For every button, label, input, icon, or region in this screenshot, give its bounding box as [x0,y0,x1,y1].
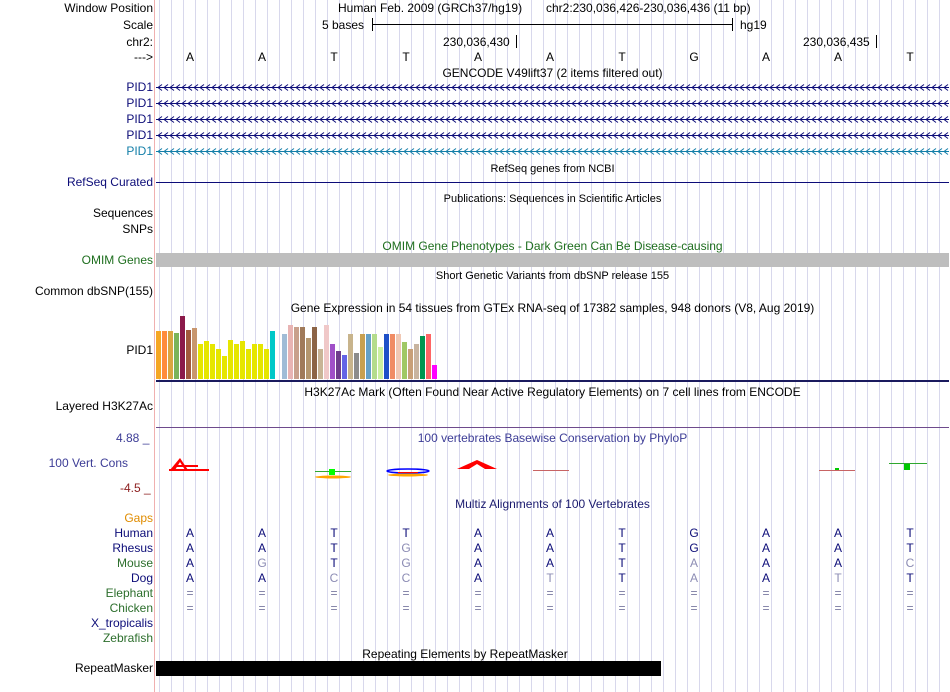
window-position-label: Window Position [64,1,153,15]
alignment-base: T [330,526,338,540]
species-label[interactable]: X_tropicalis [90,616,153,630]
phylop-small-mark-3 [889,463,927,470]
alignment-base: = [690,586,698,600]
scale-bar [372,24,733,25]
gtex-tissue-bar[interactable] [288,325,293,379]
gtex-tissue-bar[interactable] [228,340,233,379]
omim-gene-block[interactable] [156,253,949,267]
gencode-transcript[interactable] [156,83,949,92]
alignment-base: A [257,571,266,585]
alignment-base: G [689,526,699,540]
alignment-base: = [186,601,194,615]
gtex-tissue-bar[interactable] [342,355,347,379]
alignment-base: = [186,586,194,600]
phylop-logo-track[interactable] [155,452,950,484]
reference-base: A [545,50,554,64]
alignment-base: T [618,526,626,540]
gtex-tissue-bar[interactable] [402,342,407,379]
reference-base: A [761,50,770,64]
reference-base: T [330,50,338,64]
gtex-tissue-bar[interactable] [192,328,197,379]
gtex-tissue-bar[interactable] [426,334,431,379]
gtex-tissue-bar[interactable] [390,334,395,379]
alignment-base: T [618,556,626,570]
alignment-base: C [905,556,915,570]
alignment-base: A [689,571,698,585]
alignment-base: A [833,541,842,555]
alignment-base: A [545,556,554,570]
alignment-base: = [906,601,914,615]
alignment-base: = [330,601,338,615]
gtex-tissue-bar[interactable] [360,334,365,379]
gtex-tissue-bar[interactable] [198,344,203,379]
label-divider [154,0,155,692]
scale-text: 5 bases [322,18,365,32]
phylop-small-mark-1 [533,470,569,471]
gtex-tissue-bar[interactable] [414,344,419,379]
alignment-base: G [401,556,411,570]
alignment-base: = [906,586,914,600]
gencode-item-label[interactable]: PID1 [126,128,153,142]
publications-snps-label[interactable]: SNPs [122,222,153,236]
alignment-base: = [546,586,554,600]
alignment-base: C [401,571,411,585]
alignment-base: A [689,556,698,570]
coord-label-2: 230,036,435 [803,35,870,49]
alignment-base: T [330,541,338,555]
phylop-track-label[interactable]: 100 Vert. Cons [48,456,128,470]
phylop-ymax-label: 4.88 _ [116,431,150,445]
alignment-base: T [834,571,842,585]
omim-track-label[interactable]: OMIM Genes [81,253,153,267]
repeatmasker-track-label[interactable]: RepeatMasker [74,661,153,675]
alignment-base: G [401,541,411,555]
alignment-base: T [906,526,914,540]
gtex-tissue-bar[interactable] [222,356,227,379]
gtex-tissue-bar[interactable] [318,349,323,379]
alignment-base: A [257,526,266,540]
multiz-track-title[interactable]: Multiz Alignments of 100 Vertebrates [455,497,650,511]
alignment-base: A [185,541,194,555]
assembly-label: Human Feb. 2009 (GRCh37/hg19) [338,1,523,15]
gtex-tissue-bar[interactable] [282,334,287,379]
alignment-base: A [545,541,554,555]
alignment-base: T [618,571,626,585]
gtex-tissue-bar[interactable] [330,344,335,379]
alignment-base: = [618,586,626,600]
gtex-tissue-bar[interactable] [348,334,353,379]
gencode-item-label[interactable]: PID1 [126,112,153,126]
publications-track-title[interactable]: Publications: Sequences in Scientific Articles [443,193,662,205]
alignment-base: A [833,556,842,570]
gencode-track-title[interactable]: GENCODE V49lift37 (2 items filtered out) [442,66,663,80]
h3k27ac-track-title[interactable]: H3K27Ac Mark (Often Found Near Active Regulatory Elements) on 7 cell lines from ENCODE [304,385,801,399]
gtex-tissue-bar[interactable] [162,331,167,379]
alignment-base: A [257,541,266,555]
gencode-transcript[interactable] [156,115,949,124]
alignment-base: A [761,571,770,585]
species-label[interactable]: Rhesus [112,541,153,555]
gtex-tissue-bar[interactable] [384,334,389,379]
species-label[interactable]: Human [114,526,153,540]
coord-tick-1 [516,35,517,48]
phylop-letter-a-2 [457,460,497,469]
gencode-transcript[interactable] [156,131,949,140]
reference-base: A [257,50,266,64]
alignment-base: = [258,601,266,615]
gtex-tissue-bar[interactable] [378,347,383,379]
gtex-tissue-bar[interactable] [336,351,341,379]
alignment-base: G [689,541,699,555]
species-label[interactable]: Elephant [105,586,153,600]
scale-label: Scale [122,18,153,32]
gtex-tissue-bar[interactable] [294,327,299,379]
gtex-tissue-bar[interactable] [354,353,359,379]
alignment-base: A [473,541,482,555]
species-label[interactable]: Mouse [116,556,153,570]
alignment-base: A [185,571,194,585]
alignment-base: T [906,571,914,585]
alignment-base: A [761,541,770,555]
gtex-tissue-bar[interactable] [372,334,377,379]
gtex-tissue-bar[interactable] [258,344,263,379]
gtex-tissue-bar[interactable] [396,334,401,379]
alignment-base: A [473,526,482,540]
gtex-tissue-bar[interactable] [432,365,437,379]
chrom-label: chr2: [126,35,153,49]
gtex-tissue-bar[interactable] [312,327,317,379]
gencode-transcript[interactable] [156,99,949,108]
repeatmasker-track-title[interactable]: Repeating Elements by RepeatMasker [362,647,568,661]
gtex-tissue-bar[interactable] [252,344,257,379]
reference-base: T [906,50,914,64]
repeatmasker-element[interactable] [156,661,661,676]
alignment-base: A [185,556,194,570]
alignment-base: = [474,601,482,615]
alignment-base: = [834,586,842,600]
alignment-base: A [545,526,554,540]
alignment-base: = [762,601,770,615]
gtex-tissue-bar[interactable] [174,333,179,379]
gtex-tissue-bar[interactable] [240,341,245,379]
scale-bar-right-tick [732,18,733,31]
gtex-tissue-bar[interactable] [270,331,275,379]
alignment-base: = [834,601,842,615]
strand-label: ---> [134,50,153,64]
alignment-base: T [330,556,338,570]
alignment-base: A [761,526,770,540]
coord-tick-2 [876,35,877,48]
reference-base: A [473,50,482,64]
gtex-tissue-bar[interactable] [168,331,173,379]
alignment-base: = [690,601,698,615]
scale-bar-left-tick [372,18,373,31]
position-readout[interactable]: chr2:230,036,426-230,036,436 (11 bp) [546,1,751,15]
phylop-letter-t [315,469,351,479]
h3k27ac-baseline [156,427,949,428]
gtex-tissue-bar[interactable] [408,349,413,379]
species-label[interactable]: Chicken [109,601,153,615]
refseq-gene-line[interactable] [156,182,949,183]
alignment-base: A [473,571,482,585]
gtex-baseline [156,380,949,382]
phylop-letter-a-1 [169,458,209,471]
species-label[interactable]: Dog [130,571,153,585]
dbsnp-track-title[interactable]: Short Genetic Variants from dbSNP release 155 [435,270,670,282]
alignment-base: T [906,541,914,555]
gencode-item-label[interactable]: PID1 [126,144,153,158]
gencode-transcript[interactable] [156,147,949,156]
gtex-expression-chart[interactable] [156,316,556,379]
gtex-track-title[interactable]: Gene Expression in 54 tissues from GTEx RNA-seq of 17382 samples, 948 donors (V8, Aug 2019) [290,301,815,315]
phylop-small-mark-2 [819,468,855,471]
alignment-base: = [330,586,338,600]
gtex-tissue-bar[interactable] [186,330,191,379]
phylop-ymin-label: -4.5 _ [120,481,151,495]
alignment-base: = [474,586,482,600]
alignment-base: = [546,601,554,615]
alignment-base: = [402,601,410,615]
alignment-base: = [258,586,266,600]
reference-base: A [185,50,194,64]
gtex-tissue-bar[interactable] [420,336,425,379]
alignment-base: T [402,526,410,540]
alignment-base: T [546,571,554,585]
alignment-base: G [257,556,267,570]
gtex-tissue-bar[interactable] [300,327,305,379]
gtex-tissue-bar[interactable] [306,338,311,379]
alignment-base: C [329,571,339,585]
gtex-tissue-bar[interactable] [324,325,329,379]
alignment-base: T [618,541,626,555]
multiz-gaps-label[interactable]: Gaps [124,511,153,525]
gencode-item-label[interactable]: PID1 [126,96,153,110]
gtex-track-label[interactable]: PID1 [126,343,153,357]
reference-base: A [833,50,842,64]
alignment-base: A [473,556,482,570]
h3k27ac-track-label[interactable]: Layered H3K27Ac [55,399,153,413]
gtex-tissue-bar[interactable] [264,349,269,379]
alignment-base: = [762,586,770,600]
species-label[interactable]: Zebrafish [102,631,153,645]
gtex-tissue-bar[interactable] [210,344,215,379]
alignment-base: A [185,526,194,540]
gencode-item-label[interactable]: PID1 [126,80,153,94]
gtex-tissue-bar[interactable] [204,341,209,379]
coord-label-1: 230,036,430 [443,35,510,49]
reference-base: T [402,50,410,64]
refseq-track-title[interactable]: RefSeq genes from NCBI [490,163,615,175]
reference-base: G [689,50,699,64]
reference-base: T [618,50,626,64]
gtex-tissue-bar[interactable] [234,344,239,379]
alignment-base: A [761,556,770,570]
dbsnp-track-label[interactable]: Common dbSNP(155) [34,284,153,298]
gtex-tissue-bar[interactable] [246,349,251,379]
gtex-tissue-bar[interactable] [180,316,185,379]
publications-sequences-label[interactable]: Sequences [92,206,153,220]
phylop-letter-c [387,469,429,477]
alignment-base: = [402,586,410,600]
gtex-tissue-bar[interactable] [366,334,371,379]
alignment-base: A [833,526,842,540]
gtex-tissue-bar[interactable] [216,349,221,379]
alignment-base: = [618,601,626,615]
refseq-track-label[interactable]: RefSeq Curated [66,175,153,189]
gtex-tissue-bar[interactable] [156,331,161,379]
scale-db-label: hg19 [740,18,767,32]
phylop-track-title[interactable]: 100 vertebrates Basewise Conservation by PhyloP [417,431,688,445]
omim-track-title[interactable]: OMIM Gene Phenotypes - Dark Green Can Be Disease-causing [382,239,723,253]
